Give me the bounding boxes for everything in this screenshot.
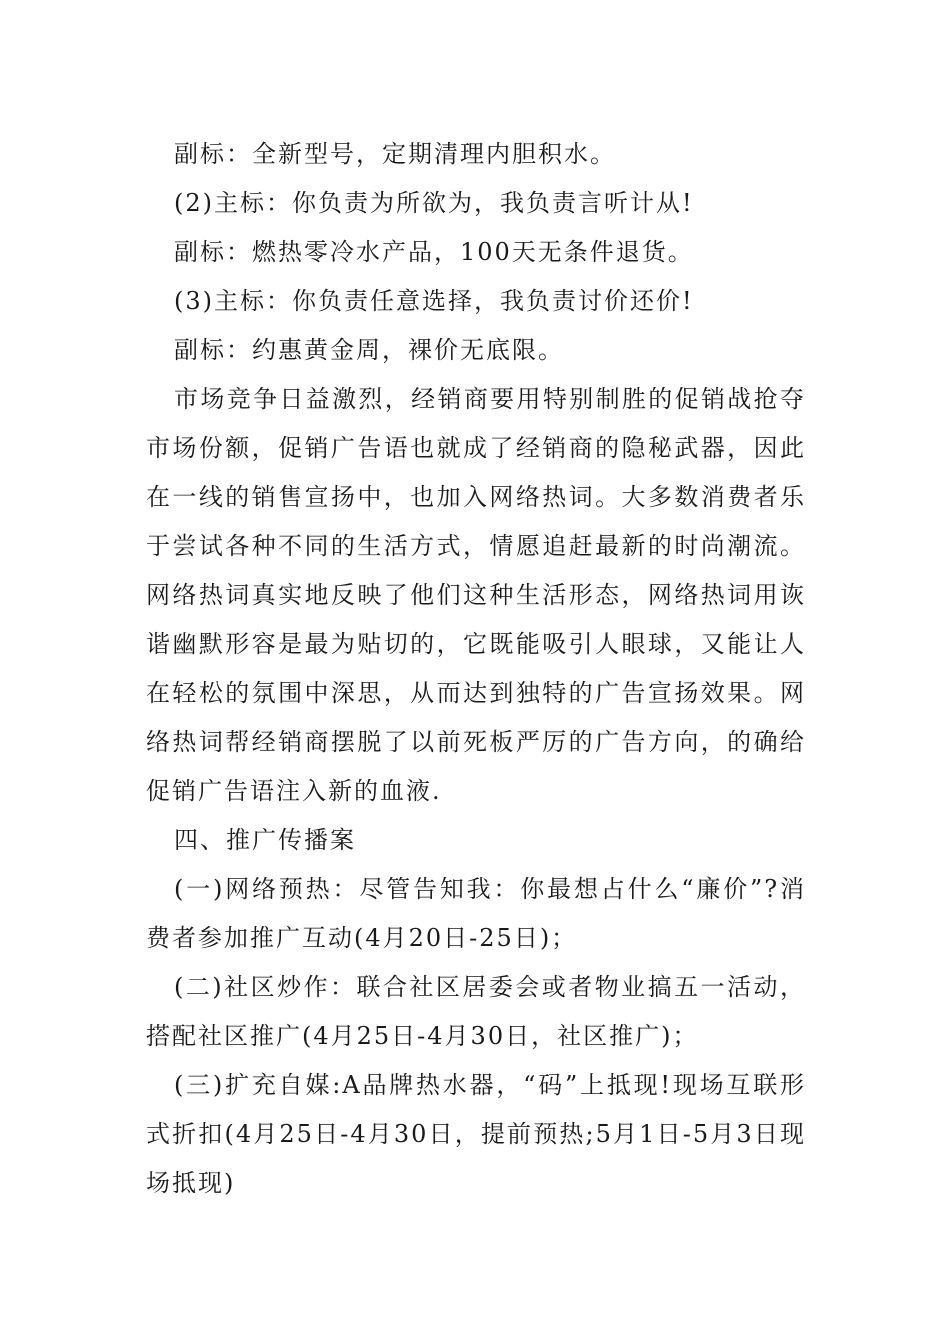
promo-item-1: (一)网络预热：尽管告知我：你最想占什么“廉价”?消费者参加推广互动(4月20日-25日)； [146, 875, 806, 952]
subtitle-line-1: 副标：全新型号，定期清理内胆积水。 [174, 140, 616, 168]
promo-item-2: (二)社区炒作：联合社区居委会或者物业搞五一活动，搭配社区推广(4月25日-4月30日，社区推广)； [146, 973, 806, 1050]
promo-item-3: (三)扩充自媒:A品牌热水器，“码”上抵现!现场互联形式折扣(4月25日-4月30日，提前预热;5月1日-5月3日现场抵现) [146, 1071, 806, 1197]
subtitle-line-3: 副标：约惠黄金周，裸价无底限。 [174, 336, 564, 364]
subtitle-line-2: 副标：燃热零冷水产品，100天无条件退货。 [174, 238, 694, 266]
main-slogan-3: (3)主标：你负责任意选择，我负责讨价还价! [174, 287, 694, 315]
section-heading: 四、推广传播案 [174, 826, 356, 854]
market-paragraph: 市场竞争日益激烈，经销商要用特别制胜的促销战抢夺市场份额，促销广告语也就成了经销商的隐秘武器，因此在一线的销售宣扬中，也加入网络热词。大多数消费者乐于尝试各种不同的生活方式，情愿追赶最新的时尚潮流。网络热词真实地反映了他们这种生活形态，网络热词用诙谐幽默形容是最为贴切的，它既能吸引人眼球，又能让人在轻松的氛围中深思，从而达到独特的广告宣扬效果。网络热词帮经销商摆脱了以前死板严厉的广告方向，的确给促销广告语注入新的血液. [146, 385, 806, 805]
document-body [146, 130, 806, 1208]
main-slogan-2: (2)主标：你负责为所欲为，我负责言听计从! [174, 189, 694, 217]
